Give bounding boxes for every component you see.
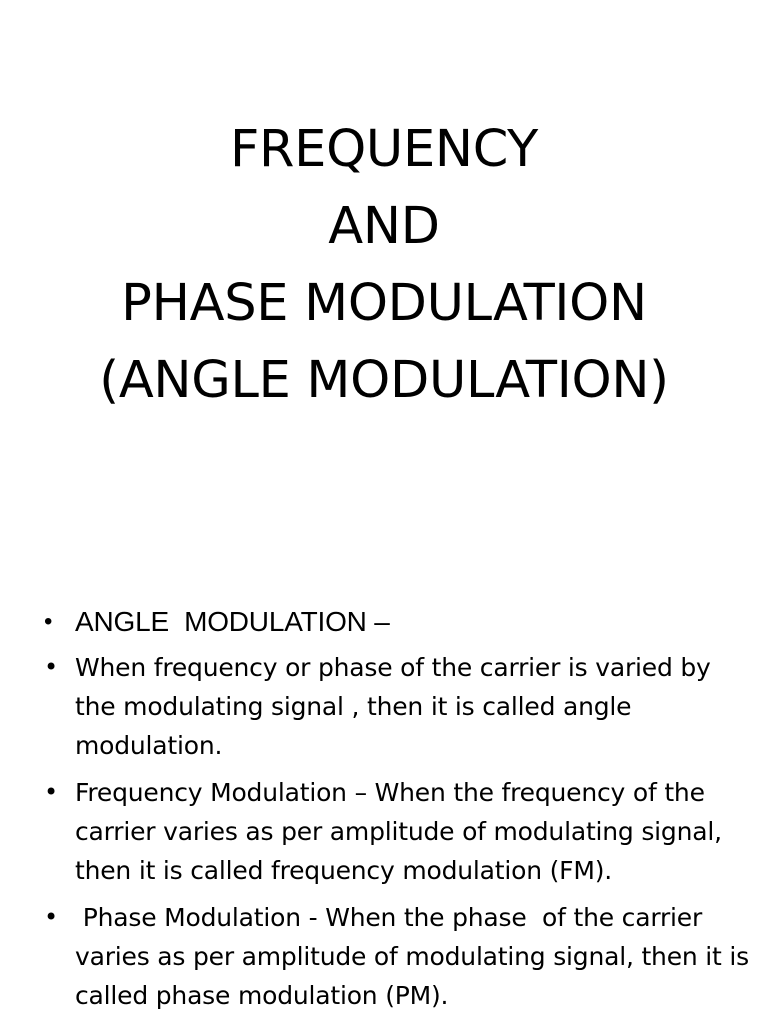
bullet-icon: • [44, 903, 58, 931]
bullet-item-phase-modulation [44, 898, 757, 1015]
bullet-item-frequency-modulation [44, 773, 754, 890]
bullet-text: When frequency or phase of the carrier is varied by the modulating signal , then it is called angle modulation. [75, 653, 719, 760]
bullet-list [44, 600, 757, 1023]
slide-title [0, 111, 768, 419]
title-line-frequency: FREQUENCY [229, 120, 538, 179]
bullet-item-angle-modulation-definition [44, 648, 754, 765]
bullet-icon: • [44, 608, 53, 635]
bullet-text: ANGLE MODULATION – [75, 606, 390, 637]
title-line-angle-modulation: (ANGLE MODULATION) [99, 351, 669, 410]
bullet-icon: • [44, 778, 58, 806]
bullet-text: Frequency Modulation – When the frequency of the carrier varies as per amplitude of modulating signal, then it is called frequency modulation (FM). [75, 778, 730, 885]
title-line-and: AND [328, 197, 440, 256]
title-line-phase-modulation: PHASE MODULATION [121, 274, 647, 333]
bullet-text: Phase Modulation - When the phase of the carrier varies as per amplitude of modulating signal, then it is called phase modulation (PM). [75, 903, 757, 1010]
bullet-icon: • [44, 653, 58, 681]
bullet-item-angle-modulation-heading [44, 600, 754, 644]
